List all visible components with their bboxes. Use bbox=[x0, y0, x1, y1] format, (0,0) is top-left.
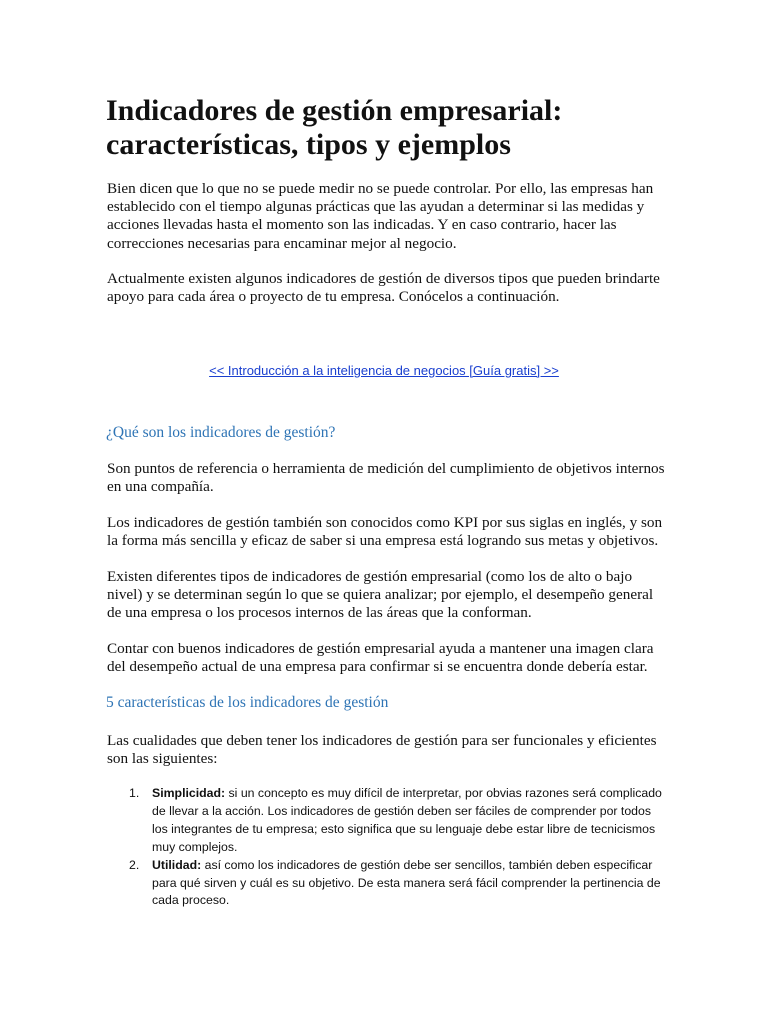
list-item bbox=[129, 857, 669, 911]
section-heading-what-are: ¿Qué son los indicadores de gestión? bbox=[106, 424, 336, 441]
page-title: Indicadores de gestión empresarial: características, tipos y ejemplos bbox=[106, 94, 563, 161]
cta-link-container bbox=[0, 362, 768, 380]
section-1-paragraph-3: Existen diferentes tipos de indicadores de gestión empresarial (como los de alto o bajo nivel) y se determinan según lo que se quiera analizar; por ejemplo, el desempeño general de una empresa o los procesos internos de las áreas que la conforman. bbox=[107, 568, 654, 622]
guide-link[interactable]: << Introducción a la inteligencia de negocios [Guía gratis] >> bbox=[209, 363, 559, 378]
intro-paragraph-1: Bien dicen que lo que no se puede medir no se puede controlar. Por ello, las empresas han establecido con el tiempo algunas prácticas que las ayudan a determinar si las medidas y acciones llevadas hasta el momento son las indicadas. Y en caso contrario, hacer las correcciones necesarias para encaminar mejor al negocio. bbox=[107, 180, 654, 252]
section-1-paragraph-4: Contar con buenos indicadores de gestión empresarial ayuda a mantener una imagen clara del desempeño actual de una empresa para confirmar si se encuentra donde debería estar. bbox=[107, 640, 654, 676]
section-2-paragraph-1: Las cualidades que deben tener los indicadores de gestión para ser funcionales y eficientes son las siguientes: bbox=[107, 732, 657, 768]
list-item-number: 2. bbox=[129, 857, 140, 872]
list-item-text: así como los indicadores de gestión debe ser sencillos, también deben especificar para qué sirven y cuál es su objetivo. De esta manera será fácil comprender la pertinencia de cada proceso. bbox=[152, 857, 661, 908]
list-item bbox=[129, 785, 669, 857]
section-1-paragraph-2: Los indicadores de gestión también son conocidos como KPI por sus siglas en inglés, y son la forma más sencilla y eficaz de saber si una empresa está logrando sus metas y objetivos. bbox=[107, 514, 663, 550]
intro-paragraph-2: Actualmente existen algunos indicadores de gestión de diversos tipos que pueden brindarte apoyo para cada área o proyecto de tu empresa. Conócelos a continuación. bbox=[107, 270, 660, 306]
list-item-term: Simplicidad: bbox=[152, 786, 226, 800]
section-heading-characteristics: 5 características de los indicadores de gestión bbox=[106, 694, 389, 711]
characteristics-list bbox=[129, 785, 669, 910]
list-item-text: si un concepto es muy difícil de interpretar, por obvias razones será complicado de llevar a la acción. Los indicadores de gestión deben ser fáciles de comprender por todos los integrantes de tu empresa; esto significa que su lenguaje debe estar libre de tecnicismos muy complejos. bbox=[152, 786, 662, 854]
list-item-term: Utilidad: bbox=[152, 857, 202, 872]
section-1-paragraph-1: Son puntos de referencia o herramienta de medición del cumplimiento de objetivos internos en una compañía. bbox=[107, 460, 665, 496]
list-item-number: 1. bbox=[129, 786, 140, 800]
